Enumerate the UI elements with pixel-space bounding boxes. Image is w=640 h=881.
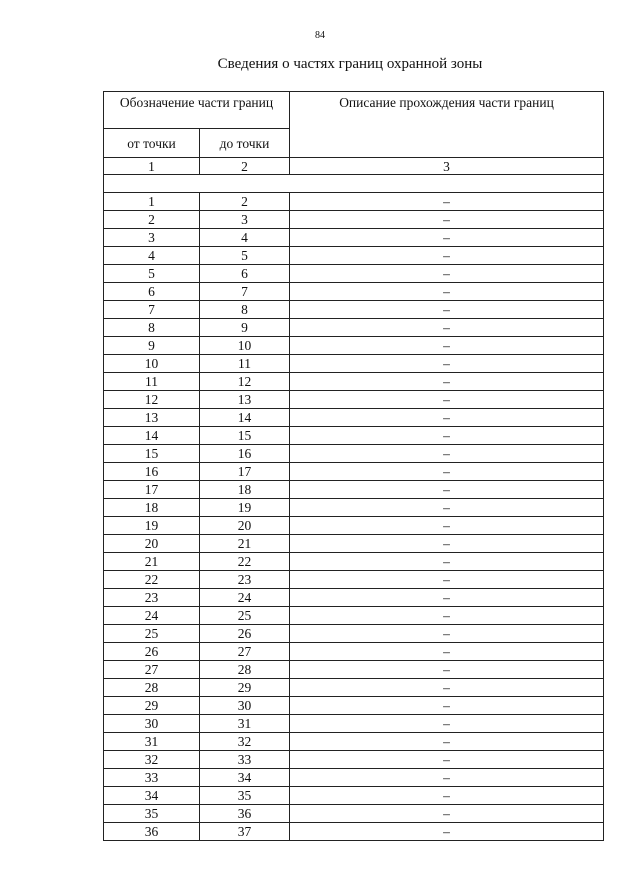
table-row: [104, 679, 604, 697]
row-to-point: 37: [200, 823, 290, 841]
row-to-point: 21: [200, 535, 290, 553]
row-from-point: 4: [104, 247, 200, 265]
row-to-point: 36: [200, 805, 290, 823]
blank-separator-row: [104, 175, 604, 193]
row-description: –: [290, 769, 604, 787]
row-to-point: 23: [200, 571, 290, 589]
table-row: [104, 805, 604, 823]
row-to-point: 30: [200, 697, 290, 715]
table-row: [104, 751, 604, 769]
row-to-point: 3: [200, 211, 290, 229]
row-to-point: 26: [200, 625, 290, 643]
document-title: Сведения о частях границ охранной зоны: [217, 56, 483, 72]
row-description: –: [290, 571, 604, 589]
row-from-point: 7: [104, 301, 200, 319]
row-description: –: [290, 193, 604, 211]
row-description: –: [290, 733, 604, 751]
row-description: –: [290, 247, 604, 265]
row-description: –: [290, 391, 604, 409]
table-row: [104, 445, 604, 463]
row-to-point: 9: [200, 319, 290, 337]
table-row: [104, 715, 604, 733]
row-to-point: 10: [200, 337, 290, 355]
row-from-point: 8: [104, 319, 200, 337]
table-row: [104, 211, 604, 229]
row-to-point: 13: [200, 391, 290, 409]
row-from-point: 34: [104, 787, 200, 805]
table-row: [104, 463, 604, 481]
row-description: –: [290, 499, 604, 517]
blank-separator-cell: [104, 175, 604, 193]
row-description: –: [290, 553, 604, 571]
row-to-point: 22: [200, 553, 290, 571]
row-description: –: [290, 589, 604, 607]
table-row: [104, 625, 604, 643]
row-from-point: 24: [104, 607, 200, 625]
header-to-point: до точки: [200, 129, 290, 158]
table-row: [104, 607, 604, 625]
table-body: [104, 193, 604, 841]
row-from-point: 20: [104, 535, 200, 553]
row-to-point: 5: [200, 247, 290, 265]
header-boundary-designation: Обозначение части границ: [104, 92, 290, 129]
row-from-point: 11: [104, 373, 200, 391]
row-from-point: 10: [104, 355, 200, 373]
row-description: –: [290, 211, 604, 229]
table-row: [104, 481, 604, 499]
row-description: –: [290, 229, 604, 247]
table-row: [104, 823, 604, 841]
row-from-point: 33: [104, 769, 200, 787]
row-to-point: 18: [200, 481, 290, 499]
row-description: –: [290, 463, 604, 481]
row-to-point: 32: [200, 733, 290, 751]
header-row-group: [104, 92, 604, 129]
table-row: [104, 661, 604, 679]
row-from-point: 36: [104, 823, 200, 841]
table-row: [104, 787, 604, 805]
row-from-point: 17: [104, 481, 200, 499]
row-from-point: 12: [104, 391, 200, 409]
row-to-point: 35: [200, 787, 290, 805]
row-to-point: 28: [200, 661, 290, 679]
row-to-point: 29: [200, 679, 290, 697]
table-row: [104, 229, 604, 247]
row-description: –: [290, 625, 604, 643]
row-from-point: 16: [104, 463, 200, 481]
table-row: [104, 427, 604, 445]
column-number-1: 1: [104, 158, 200, 175]
table-row: [104, 643, 604, 661]
row-from-point: 27: [104, 661, 200, 679]
row-from-point: 9: [104, 337, 200, 355]
header-from-point: от точки: [104, 129, 200, 158]
boundary-parts-table: [103, 91, 604, 841]
row-description: –: [290, 697, 604, 715]
row-from-point: 2: [104, 211, 200, 229]
row-from-point: 32: [104, 751, 200, 769]
row-from-point: 25: [104, 625, 200, 643]
table-header: [104, 92, 604, 193]
column-number-row: [104, 158, 604, 175]
table-row: [104, 571, 604, 589]
row-description: –: [290, 751, 604, 769]
table-row: [104, 301, 604, 319]
table-row: [104, 589, 604, 607]
row-from-point: 31: [104, 733, 200, 751]
row-from-point: 22: [104, 571, 200, 589]
row-to-point: 2: [200, 193, 290, 211]
row-from-point: 26: [104, 643, 200, 661]
table-row: [104, 319, 604, 337]
row-from-point: 3: [104, 229, 200, 247]
table-row: [104, 535, 604, 553]
row-to-point: 24: [200, 589, 290, 607]
table-row: [104, 373, 604, 391]
row-description: –: [290, 337, 604, 355]
page-number: 84: [315, 30, 325, 41]
row-to-point: 19: [200, 499, 290, 517]
row-from-point: 14: [104, 427, 200, 445]
table-row: [104, 553, 604, 571]
row-from-point: 5: [104, 265, 200, 283]
table-row: [104, 337, 604, 355]
table-row: [104, 391, 604, 409]
column-number-3: 3: [290, 158, 604, 175]
table-row: [104, 409, 604, 427]
row-from-point: 1: [104, 193, 200, 211]
row-description: –: [290, 427, 604, 445]
row-description: –: [290, 265, 604, 283]
row-description: –: [290, 679, 604, 697]
row-from-point: 35: [104, 805, 200, 823]
row-description: –: [290, 409, 604, 427]
row-description: –: [290, 373, 604, 391]
row-description: –: [290, 787, 604, 805]
row-description: –: [290, 445, 604, 463]
row-description: –: [290, 301, 604, 319]
row-description: –: [290, 607, 604, 625]
row-to-point: 34: [200, 769, 290, 787]
table-row: [104, 247, 604, 265]
table-row: [104, 193, 604, 211]
row-description: –: [290, 823, 604, 841]
row-description: –: [290, 715, 604, 733]
row-from-point: 30: [104, 715, 200, 733]
table-row: [104, 283, 604, 301]
row-to-point: 14: [200, 409, 290, 427]
row-to-point: 16: [200, 445, 290, 463]
row-to-point: 31: [200, 715, 290, 733]
table-row: [104, 697, 604, 715]
row-description: –: [290, 481, 604, 499]
row-to-point: 25: [200, 607, 290, 625]
row-from-point: 18: [104, 499, 200, 517]
row-to-point: 20: [200, 517, 290, 535]
header-boundary-description: Описание прохождения части границ: [290, 92, 604, 158]
row-from-point: 29: [104, 697, 200, 715]
row-description: –: [290, 805, 604, 823]
row-to-point: 8: [200, 301, 290, 319]
row-to-point: 15: [200, 427, 290, 445]
row-to-point: 27: [200, 643, 290, 661]
table-row: [104, 265, 604, 283]
row-to-point: 4: [200, 229, 290, 247]
row-from-point: 23: [104, 589, 200, 607]
table-row: [104, 769, 604, 787]
row-description: –: [290, 355, 604, 373]
row-from-point: 15: [104, 445, 200, 463]
row-from-point: 28: [104, 679, 200, 697]
row-from-point: 13: [104, 409, 200, 427]
row-to-point: 6: [200, 265, 290, 283]
row-description: –: [290, 535, 604, 553]
row-to-point: 33: [200, 751, 290, 769]
table-row: [104, 499, 604, 517]
row-to-point: 11: [200, 355, 290, 373]
row-description: –: [290, 643, 604, 661]
table-row: [104, 355, 604, 373]
row-description: –: [290, 517, 604, 535]
row-from-point: 6: [104, 283, 200, 301]
table-row: [104, 517, 604, 535]
row-from-point: 19: [104, 517, 200, 535]
column-number-2: 2: [200, 158, 290, 175]
row-to-point: 12: [200, 373, 290, 391]
row-description: –: [290, 661, 604, 679]
row-to-point: 17: [200, 463, 290, 481]
row-from-point: 21: [104, 553, 200, 571]
row-description: –: [290, 319, 604, 337]
row-description: –: [290, 283, 604, 301]
row-to-point: 7: [200, 283, 290, 301]
table-row: [104, 733, 604, 751]
